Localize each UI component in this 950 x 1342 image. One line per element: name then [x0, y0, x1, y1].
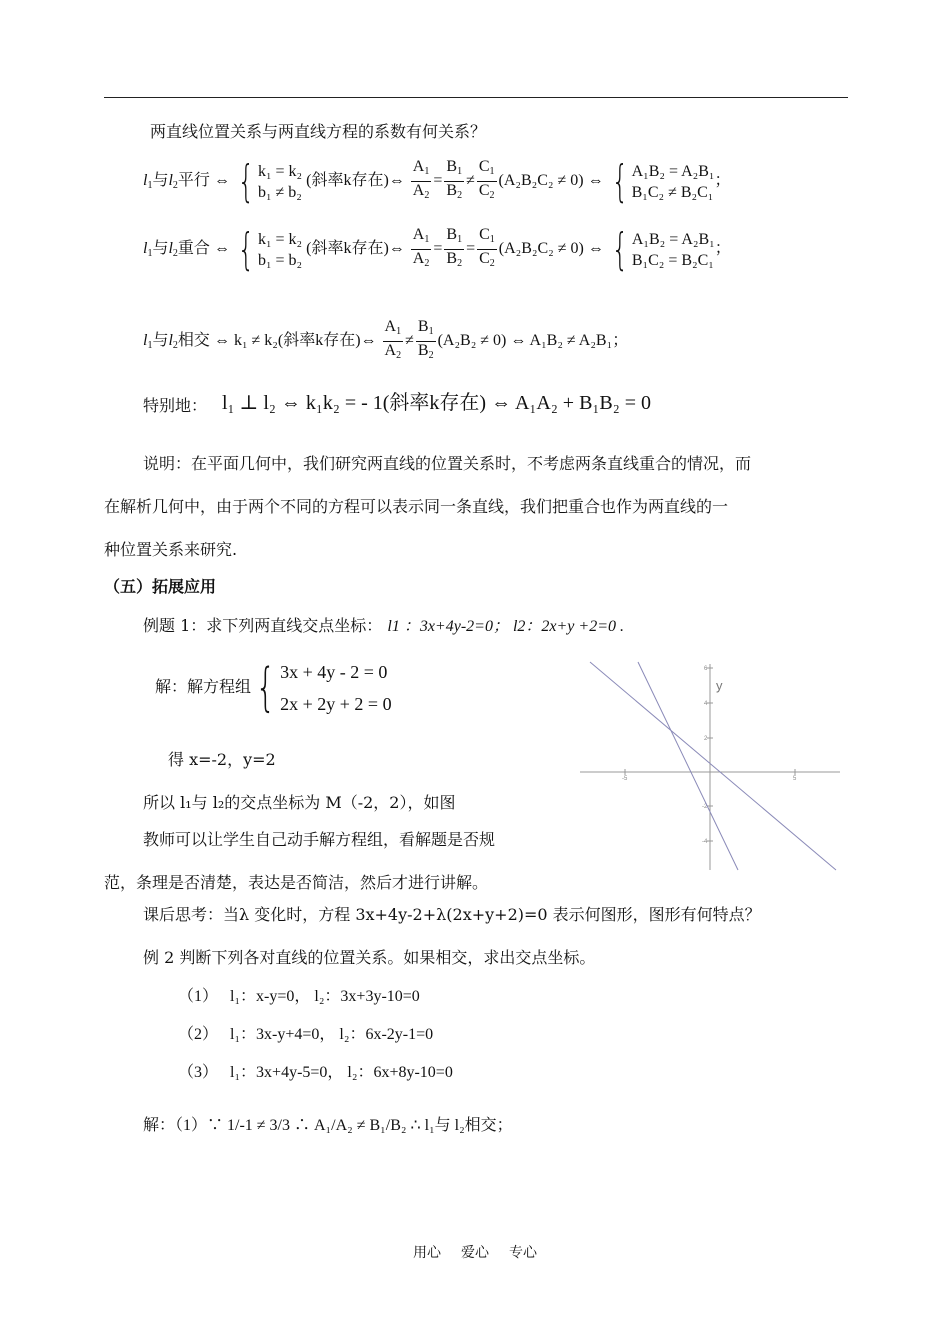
example2-item-3: （3） l₁：3x+4y-5=0， l₂：6x+8y-10=0	[178, 1064, 453, 1081]
explain-line-3: 种位置关系来研究.	[104, 540, 238, 559]
example2-item-1: （1） l₁：x-y=0， l₂：3x+3y-10=0	[178, 988, 420, 1005]
line-l2	[638, 662, 738, 870]
footer-word-1: 用心	[413, 1245, 441, 1261]
tick-x-5: 5	[793, 776, 797, 782]
example2-item-2: （2） l₁：3x-y+4=0， l₂：6x-2y-1=0	[178, 1026, 434, 1043]
example1-title: 例题 1：求下列两直线交点坐标： l1 ：3x+4y-2=0； l2：2x+y +2=0 .	[143, 616, 624, 635]
explain-line-2: 在解析几何中，由于两个不同的方程可以表示同一条直线，我们把重合也作为两直线的一	[104, 497, 729, 516]
header-rule	[104, 97, 848, 98]
example1-solve: 解：解方程组{ 3x + 4y - 2 = 0 2x + 2y + 2 = 0	[155, 658, 392, 718]
special-label: 特别地：	[143, 396, 208, 415]
y-axis-label: y	[716, 678, 723, 693]
tick-y-4: 4	[704, 701, 708, 707]
section-title: （五）拓展应用	[104, 577, 217, 596]
footer-word-3: 专心	[509, 1245, 537, 1261]
example1-teacher-1: 教师可以让学生自己动手解方程组，看解题是否规	[143, 830, 496, 849]
special-formula: l₁ ⊥ l₂ ⇔ k₁k₂ = - 1(斜率k存在) ⇔ A₁A₂ + B₁B₂ = 0	[222, 392, 651, 414]
tick-y-neg4: -4	[702, 839, 708, 845]
line-l1	[590, 662, 836, 870]
example2-title: 例 2 判断下列各对直线的位置关系。如果相交，求出交点坐标。	[143, 948, 596, 967]
page-footer	[0, 1242, 950, 1262]
coincide-relation: $l_1$与$l_2$重合 ⇔ { k₁ = k₂ b₁ = b₂ (斜率k存在)⇔ $\frac{A_1}{A_2}$ = $\frac{B_1}{B_2}$ = $\frac{C_1}{C_2}$ (A₂B₂C₂ ≠ 0) ⇔ { A₁B₂ = A₂B₁ B₁C₂ = B₂C₁ ；	[143, 223, 731, 275]
example1-result: 得 x=-2，y=2	[168, 750, 276, 769]
example1-teacher-2: 范，条理是否清楚，表达是否简洁，然后才进行讲解。	[104, 873, 489, 892]
explain-line-1: 说明：在平面几何中，我们研究两直线的位置关系时，不考虑两条直线重合的情况，而	[143, 454, 752, 473]
example1-conclusion: 所以 l₁与 l₂的交点坐标为 M（-2，2），如图	[143, 793, 456, 812]
footer-word-2: 爱心	[461, 1245, 489, 1261]
tick-y-neg2: -2	[702, 804, 708, 810]
intersection-graph	[578, 660, 842, 872]
example2-solution: 解：（1）∵ 1/-1 ≠ 3/3 ∴ A₁/A₂ ≠ B₁/B₂ ∴ l₁与 l₂相交；	[143, 1117, 513, 1134]
homework-thinking: 课后思考：当λ 变化时，方程 3x+4y-2+λ(2x+y+2)=0 表示何图形，图形有何特点？	[143, 905, 761, 924]
tick-x-neg5: -5	[622, 776, 628, 782]
tick-y-2: 2	[704, 736, 708, 742]
tick-y-6: 6	[704, 666, 708, 672]
intersect-relation: $l_1$与$l_2$相交 ⇔ k₁ ≠ k₂(斜率k存在)⇔ $\frac{A_1}{A_2}$ ≠ $\frac{B_1}{B_2}$ (A₂B₂ ≠ 0) ⇔ A₁B₂ ≠ A₂B₁；	[143, 318, 629, 361]
intro-text: 两直线位置关系与两直线方程的系数有何关系？	[150, 122, 487, 141]
parallel-relation: $l_1$与$l_2$平行 ⇔ { k₁ = k₂ b₁ ≠ b₂ (斜率k存在)⇔ $\frac{A_1}{A_2}$ = $\frac{B_1}{B_2}$ ≠ $\frac{C_1}{C_2}$ (A₂B₂C₂ ≠ 0) ⇔ { A₁B₂ = A₂B₁ B₁C₂ ≠ B₂C₁ ；	[143, 155, 731, 207]
